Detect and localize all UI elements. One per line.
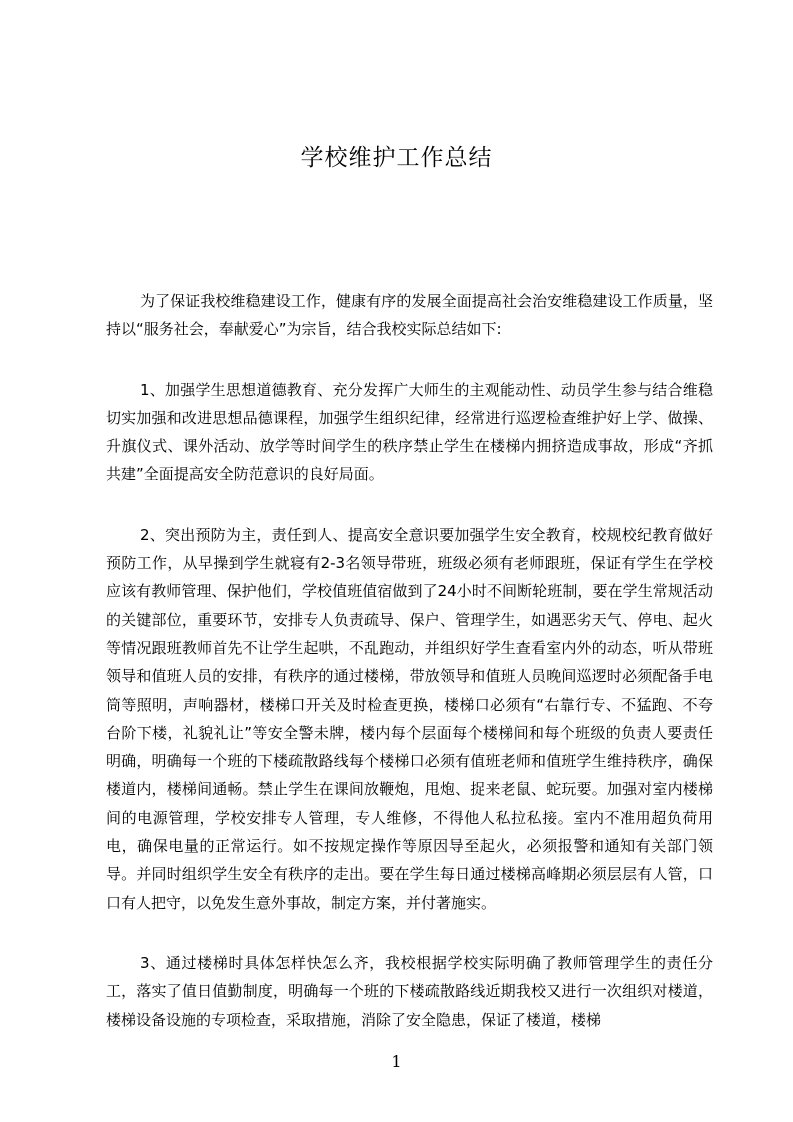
- document-title: 学校维护工作总结: [300, 145, 493, 171]
- document-body: [106, 287, 713, 1066]
- section-3-paragraph: 3、通过楼梯时具体怎样快怎么齐，我校根据学校实际明确了教师管理学生的责任分工，落实了值日值勤制度，明确每一个班的下楼疏散路线近期我校又进行一次组织对楼道，楼梯设备设施的专项检查，采取措施，消除了安全隐患，保证了楼道，楼梯: [106, 953, 713, 1029]
- page-number: 1: [391, 1052, 402, 1071]
- section-1-paragraph: 1、加强学生思想道德教育、充分发挥广大师生的主观能动性、动员学生参与结合维稳切实加强和改进思想品德课程，加强学生组织纪律，经常进行巡逻检查维护好上学、做操、升旗仪式、课外活动、放学等时间学生的秩序禁止学生在楼梯内拥挤造成事故，形成“齐抓共建”全面提高安全防范意识的良好局面。: [106, 380, 713, 484]
- intro-paragraph: 为了保证我校维稳建设工作，健康有序的发展全面提高社会治安维稳建设工作质量，坚持以“服务社会，奉献爱心”为宗旨，结合我校实际总结如下:: [106, 292, 713, 339]
- section-2-paragraph: 2、突出预防为主，责任到人、提高安全意识要加强学生安全教育，校规校纪教育做好预防工作，从早操到学生就寝有2-3名领导带班，班级必须有老师跟班，保证有学生在学校应该有教师管理、保护他们，学校值班值宿做到了24小时不间断轮班制，要在学生常规活动的关键部位，重要环节，安排专人负责疏导、保户、管理学生，如遇恶劣天气、停电、起火等情况跟班教师首先不让学生起哄，不乱跑动，并组织好学生查看室内外的动态，听从带班领导和值班人员的安排，有秩序的通过楼梯，带放领导和值班人员晚间巡逻时必须配备手电筒等照明，声响器材，楼梯口开关及时检查更换，楼梯口必须有“右靠行专、不猛跑、不夸台阶下楼，礼貌礼让”等安全警未牌，楼内每个层面每个楼梯间和每个班级的负责人要责任明确，明确每一个班的下楼疏散路线每个楼梯口必须有值班老师和值班学生维持秩序，确保楼道内，楼梯间通畅。禁止学生在课间放鞭炮，甩炮、捉来老鼠、蛇玩要。加强对室内楼梯间的电源管理，学校安排专人管理，专人维修，不得他人私拉私接。室内不准用超负荷用电，确保电量的正常运行。如不按规定操作等原因导至起火，必须报警和通知有关部门领导。并同时组织学生安全有秩序的走出。要在学生每日通过楼梯高峰期必须层层有人管，口口有人把守，以免发生意外事故，制定方案，并付著施实。: [106, 525, 713, 912]
